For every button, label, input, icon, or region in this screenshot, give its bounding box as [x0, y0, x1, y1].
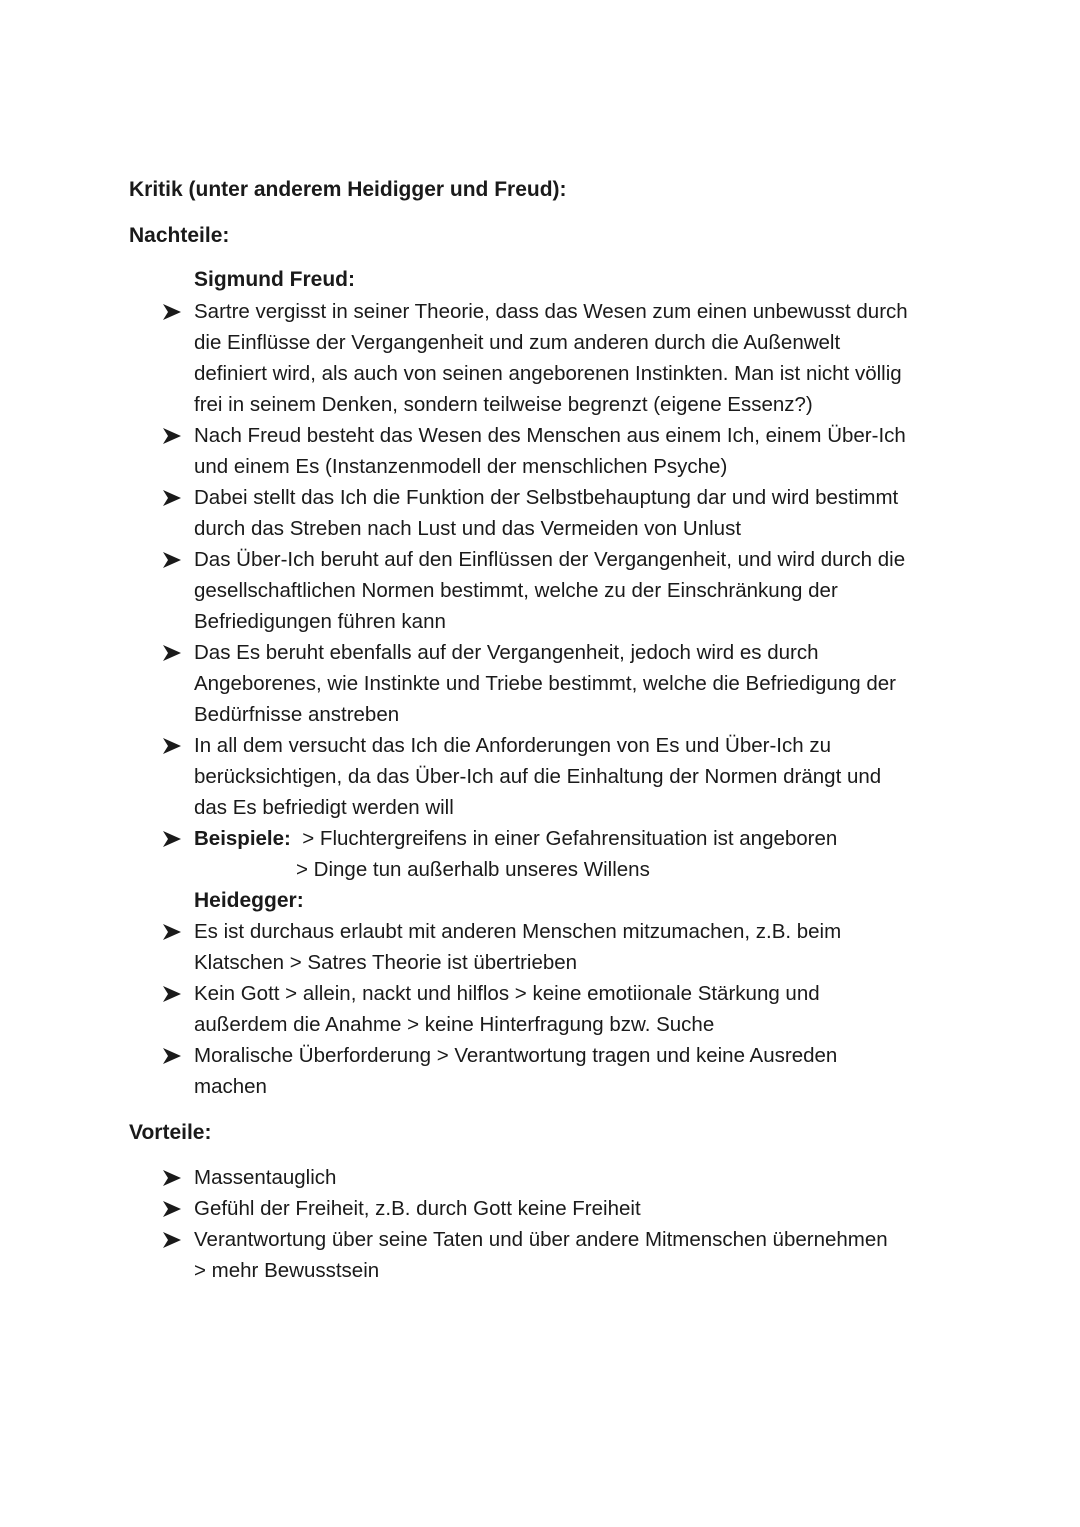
arrowhead-bullet-icon: [161, 420, 183, 451]
arrowhead-bullet-icon: [161, 730, 183, 761]
list-item: Massentauglich: [161, 1162, 961, 1193]
arrowhead-bullet-icon: [161, 1193, 183, 1224]
subheading-heidegger: Heidegger:: [194, 889, 304, 912]
section-heading-vorteile: Vorteile:: [129, 1121, 212, 1144]
example-first: > Fluchtergreifens in einer Gefahrensituation ist angeboren: [302, 827, 838, 850]
list-item: Verantwortung über seine Taten und über andere Mitmenschen übernehmen > mehr Bewusstsein: [161, 1224, 961, 1286]
arrowhead-bullet-icon: [161, 296, 183, 327]
list-item: Das Es beruht ebenfalls auf der Vergangenheit, jedoch wird es durch Angeborenes, wie Instinkte und Triebe bestimmt, welche die Befriedigung der Bedürfnisse anstreben: [161, 637, 961, 730]
page-title: Kritik (unter anderem Heidigger und Freud):: [129, 178, 567, 201]
arrowhead-bullet-icon: [161, 823, 183, 854]
list-item: Es ist durchaus erlaubt mit anderen Menschen mitzumachen, z.B. beim Klatschen > Satres Theorie ist übertrieben: [161, 916, 961, 978]
list-item: Dabei stellt das Ich die Funktion der Selbstbehauptung dar und wird bestimmt durch das Streben nach Lust und das Vermeiden von Unlust: [161, 482, 961, 544]
list-item: Sartre vergisst in seiner Theorie, dass das Wesen zum einen unbewusst durch die Einflüsse der Vergangenheit und zum anderen durch die Außenwelt definiert wird, als auch von seinen angeborenen Instinkten. Man ist nicht völlig frei in seinem Denken, sondern teilweise begrenzt (eigene Essenz?): [161, 296, 961, 420]
arrowhead-bullet-icon: [161, 1040, 183, 1071]
list-item: Nach Freud besteht das Wesen des Menschen aus einem Ich, einem Über-Ich und einem Es (Instanzenmodell der menschlichen Psyche): [161, 420, 961, 482]
section-heading-nachteile: Nachteile:: [129, 224, 230, 247]
examples-item: [161, 823, 961, 885]
examples-label: Beispiele:: [194, 827, 291, 850]
arrowhead-bullet-icon: [161, 637, 183, 668]
list-item: Gefühl der Freiheit, z.B. durch Gott keine Freiheit: [161, 1193, 961, 1224]
arrowhead-bullet-icon: [161, 482, 183, 513]
arrowhead-bullet-icon: [161, 978, 183, 1009]
arrowhead-bullet-icon: [161, 544, 183, 575]
list-item: Moralische Überforderung > Verantwortung tragen und keine Ausreden machen: [161, 1040, 961, 1102]
list-item: Kein Gott > allein, nackt und hilflos > keine emotiionale Stärkung und außerdem die Anahme > keine Hinterfragung bzw. Suche: [161, 978, 961, 1040]
list-item: Das Über-Ich beruht auf den Einflüssen der Vergangenheit, und wird durch die gesellschaftlichen Normen bestimmt, welche zu der Einschränkung der Befriedigungen führen kann: [161, 544, 961, 637]
example-second: > Dinge tun außerhalb unseres Willens: [296, 858, 650, 881]
arrowhead-bullet-icon: [161, 1162, 183, 1193]
arrowhead-bullet-icon: [161, 916, 183, 947]
arrowhead-bullet-icon: [161, 1224, 183, 1255]
subheading-sigmund-freud: Sigmund Freud:: [194, 268, 355, 291]
list-item: In all dem versucht das Ich die Anforderungen von Es und Über-Ich zu berücksichtigen, da das Über-Ich auf die Einhaltung der Normen drängt und das Es befriedigt werden will: [161, 730, 961, 823]
